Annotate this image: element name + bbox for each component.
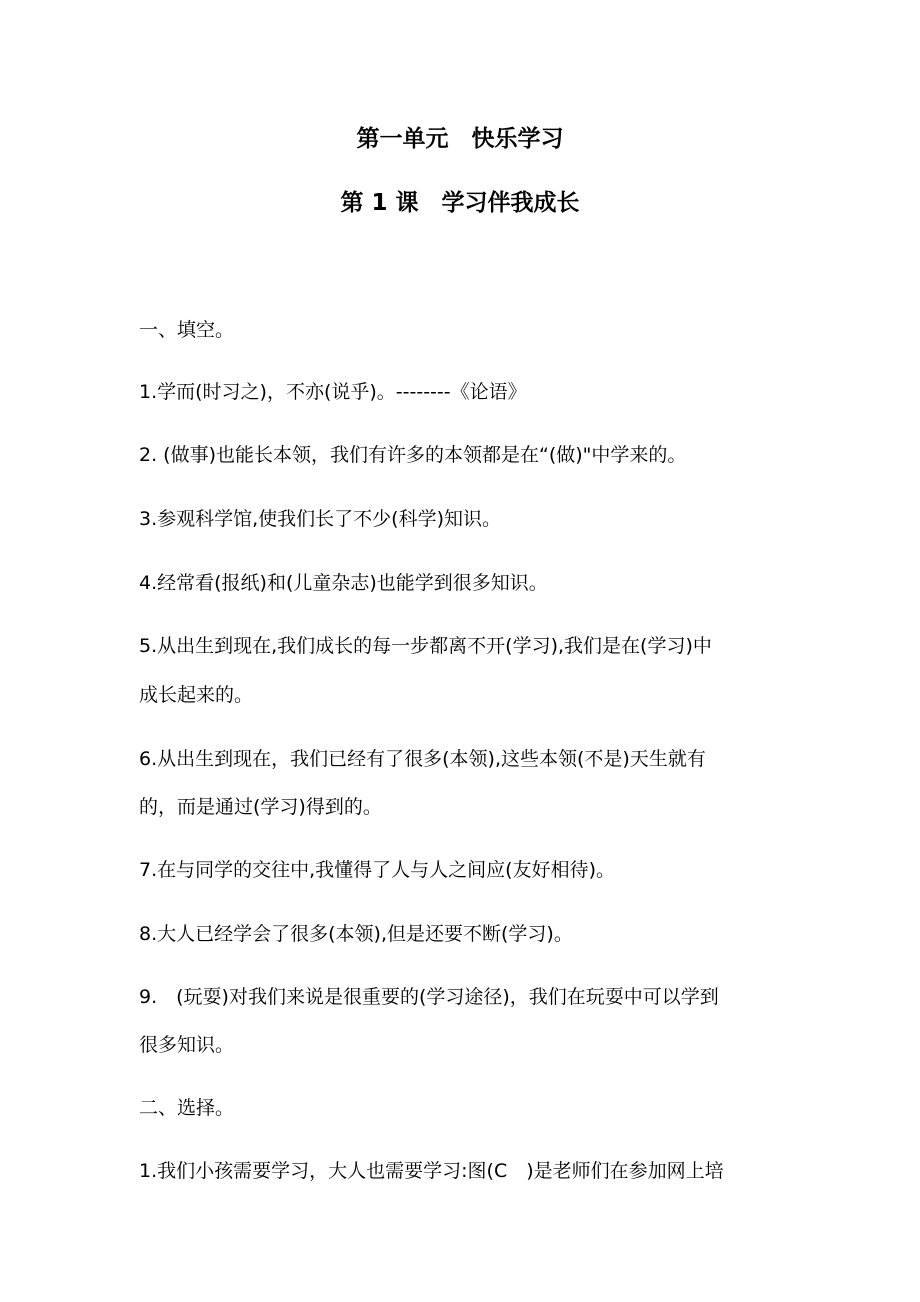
question-6-line-2: 的，而是通过(学习)得到的。 xyxy=(139,796,382,818)
section2-question-1-line-1: 1.我们小孩需要学习，大人也需要学习:图(C )是老师们在参加网上培 xyxy=(139,1160,724,1182)
question-1: 1.学而(时习之)，不亦(说乎)。--------《论语》 xyxy=(139,381,527,403)
question-5-line-1: 5.从出生到现在,我们成长的每一步都离不开(学习),我们是在(学习)中 xyxy=(139,635,712,657)
question-3: 3.参观科学馆,使我们长了不少(科学)知识。 xyxy=(139,508,501,530)
section1-heading: 一、填空。 xyxy=(139,319,235,341)
question-6-line-1: 6.从出生到现在，我们已经有了很多(本领),这些本领(不是)天生就有 xyxy=(139,748,706,770)
question-9-line-1: 9. (玩耍)对我们来说是很重要的(学习途径)，我们在玩耍中可以学到 xyxy=(139,986,719,1008)
question-2: 2. (做事)也能长本领，我们有许多的本领都是在“(做)"中学来的。 xyxy=(139,444,687,466)
question-9-line-2: 很多知识。 xyxy=(139,1034,235,1056)
section2-heading: 二、选择。 xyxy=(139,1097,235,1119)
question-4: 4.经常看(报纸)和(儿童杂志)也能学到很多知识。 xyxy=(139,572,548,594)
question-5-line-2: 成长起来的。 xyxy=(139,684,254,706)
question-8: 8.大人已经学会了很多(本领),但是还要不断(学习)。 xyxy=(139,923,573,945)
lesson-title: 第 1 课 学习伴我成长 xyxy=(340,190,580,216)
question-7: 7.在与同学的交往中,我懂得了人与人之间应(友好相待)。 xyxy=(139,859,615,881)
unit-title: 第一单元 快乐学习 xyxy=(356,126,564,152)
